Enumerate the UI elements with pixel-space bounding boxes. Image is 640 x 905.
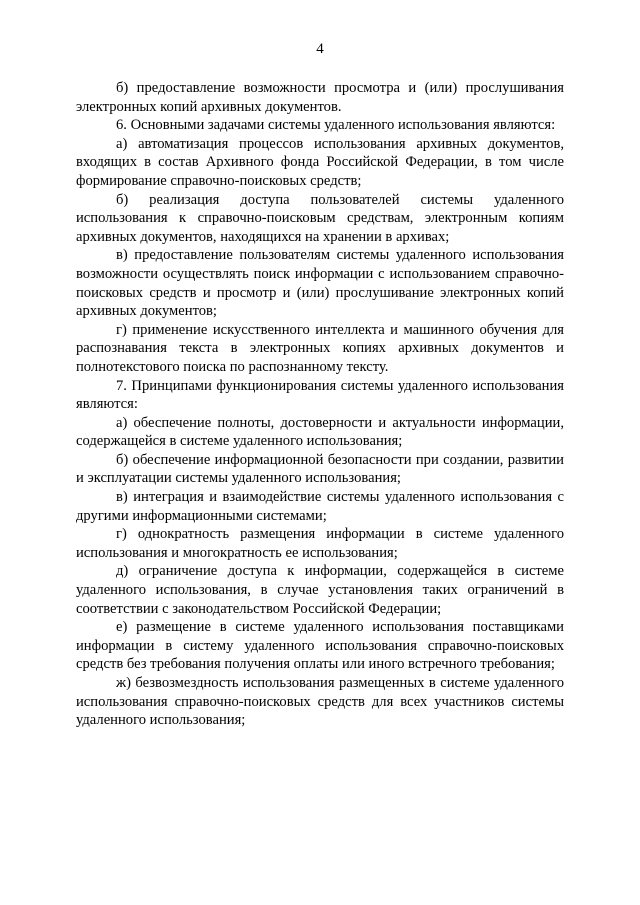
paragraph-7-item-e: е) размещение в системе удаленного использования поставщиками информации в систему удаленного использования справочно-поисковых средств без требования получения оплаты или иного встречного требования; xyxy=(76,619,564,673)
paragraph-6-item-g: г) применение искусственного интеллекта и машинного обучения для распознавания текста в электронных копиях архивных документов и полнотекстового поиска по распознанному тексту. xyxy=(76,321,564,375)
paragraph-7-item-zh: ж) безвозмездность использования размещенных в системе удаленного использования справочно-поисковых средств для всех участников системы удаленного использования; xyxy=(76,675,564,729)
paragraph-7-item-v: в) интеграция и взаимодействие системы удаленного использования с другими информационными системами; xyxy=(76,489,564,524)
paragraph-6b-item: б) предоставление возможности просмотра и (или) прослушивания электронных копий архивных документов. xyxy=(76,80,564,115)
paragraph-6-item-a: а) автоматизация процессов использования архивных документов, входящих в состав Архивного фонда Российской Федерации, в том числе формирование справочно-поисковых средств; xyxy=(76,135,564,189)
paragraph-7-item-d: д) ограничение доступа к информации, содержащейся в системе удаленного использования, в случае установления таких ограничений в соответствии с законодательством Российской Федерации; xyxy=(76,563,564,617)
page-number: 4 xyxy=(316,41,324,57)
document-body xyxy=(76,79,564,730)
paragraph-section-6: 6. Основными задачами системы удаленного использования являются: xyxy=(116,117,556,134)
paragraph-7-item-a: а) обеспечение полноты, достоверности и актуальности информации, содержащейся в системе удаленного использования; xyxy=(76,414,564,450)
paragraph-section-7: 7. Принципами функционирования системы удаленного использования являются: xyxy=(76,377,564,413)
paragraph-7-item-g: г) однократность размещения информации в системе удаленного использования и многократность ее использования; xyxy=(76,526,564,561)
paragraph-6-item-v: в) предоставление пользователям системы удаленного использования возможности осуществлять поиск информации с использованием справочно-поисковых средств и просмотр и (или) прослушивание электронных копий архивных документов; xyxy=(76,247,564,320)
paragraph-6-item-b: б) реализация доступа пользователей системы удаленного использования к справочно-поисковым средствам, электронным копиям архивных документов, находящихся на хранении в архивах; xyxy=(76,191,564,245)
paragraph-7-item-b: б) обеспечение информационной безопасности при создании, развитии и эксплуатации системы удаленного использования; xyxy=(76,451,564,487)
